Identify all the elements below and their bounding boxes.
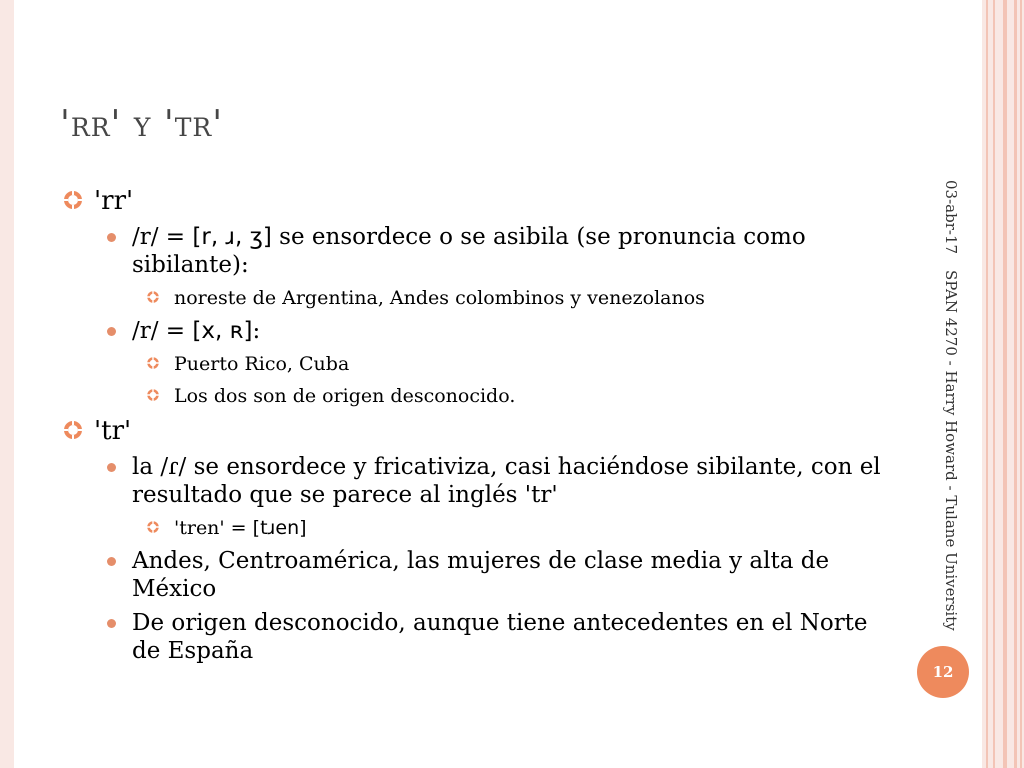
dot-bullet-icon <box>107 327 116 336</box>
ipa-text: [x, ʀ] <box>192 318 253 344</box>
dot-bullet-icon <box>107 233 116 242</box>
border-stripe <box>1020 0 1022 768</box>
ring-bullet-icon <box>146 290 160 304</box>
bullet-rr <box>60 185 890 217</box>
list-item: Andes, Centroamérica, las mujeres de clase media y alta de México <box>60 547 890 603</box>
list-subitem: 'tren' = [tɹen] <box>60 515 890 541</box>
list-item: /r/ = [r, ɹ, ʒ] se ensordece o se asibila (se pronuncia como sibilante): <box>60 223 890 279</box>
heading-rr: 'rr' <box>94 186 134 216</box>
dot-bullet-icon <box>107 557 116 566</box>
ring-bullet-icon <box>146 356 160 370</box>
list-subitem: Puerto Rico, Cuba <box>60 351 890 377</box>
heading-tr: 'tr' <box>94 416 132 446</box>
slide-footer: SPAN 4270 - Harry Howard - Tulane University <box>942 270 960 631</box>
list-subitem: noreste de Argentina, Andes colombinos y venezolanos <box>60 285 890 311</box>
list-item: De origen desconocido, aunque tiene antecedentes en el Norte de España <box>60 609 890 665</box>
border-stripe <box>986 0 988 768</box>
border-stripe <box>993 0 995 768</box>
ring-bullet-icon <box>62 189 84 211</box>
list-item: /r/ = [x, ʀ]: <box>60 317 890 345</box>
list-item: la /ɾ/ se ensordece y fricativiza, casi haciéndose sibilante, con el resultado que se parece al inglés 'tr' <box>60 453 890 509</box>
list-subitem: Los dos son de origen desconocido. <box>60 383 890 409</box>
left-border <box>0 0 14 768</box>
dot-bullet-icon <box>107 619 116 628</box>
page-number-badge: 12 <box>917 646 969 698</box>
ipa-text: [r, ɹ, ʒ] <box>192 224 272 250</box>
slide-title: 'rr' y 'tr' <box>60 104 224 145</box>
border-stripe <box>1003 0 1007 768</box>
ring-bullet-icon <box>146 388 160 402</box>
ipa-text: [tɹen] <box>252 517 307 539</box>
slide-content <box>60 185 890 671</box>
bullet-tr <box>60 415 890 447</box>
slide-date: 03-abr-17 <box>942 180 960 255</box>
dot-bullet-icon <box>107 463 116 472</box>
side-info <box>942 180 975 631</box>
border-stripe <box>1014 0 1017 768</box>
ring-bullet-icon <box>146 520 160 534</box>
ring-bullet-icon <box>62 419 84 441</box>
